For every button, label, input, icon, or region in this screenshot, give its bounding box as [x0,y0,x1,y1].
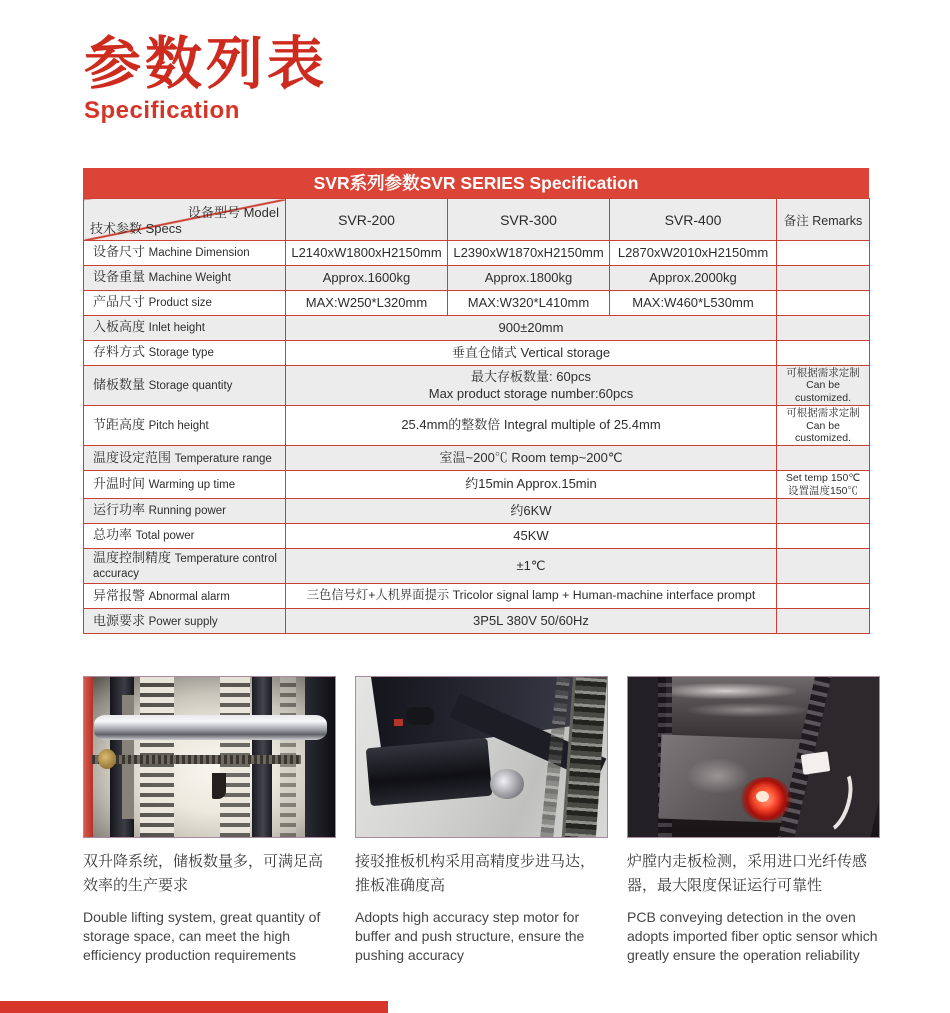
table-row [84,406,870,446]
table-row [84,609,870,634]
cell-value: Approx.1600kg [286,266,448,291]
cell-value: ±1℃ [286,549,777,584]
cell-value: MAX:W320*L410mm [448,291,610,316]
feature-caption-cn: 接驳推板机构采用高精度步进马达，推板准确度高 [355,853,596,895]
footer-accent-bar [0,1001,388,1013]
cell-value-line: 最大存板数量: 60pcs [471,368,591,384]
table-row [84,366,870,406]
row-label-en: Storage quantity [148,379,233,392]
row-label-cn: 温度设定范围 [93,449,172,465]
photo-detail [688,759,748,793]
row-label [84,549,286,584]
cell-remark [777,406,870,446]
corner-cell [84,199,286,241]
table-row [84,524,870,549]
spec-table [83,168,869,634]
row-label-cn: 总功率 [93,527,133,543]
row-label [84,524,286,549]
row-label-cn: 升温时间 [93,476,146,492]
feature-caption-en: PCB conveying detection in the oven adopts imported fiber optic sensor which greatly ensure the operation reliability [627,908,878,964]
table-row [84,241,870,266]
cell-value: MAX:W250*L320mm [286,291,448,316]
page-title-cn: 参数列表 [84,30,328,97]
cell-value: Approx.1800kg [448,266,610,291]
row-label-cn: 电源要求 [93,612,146,628]
cell-value: 约15min Approx.15min [286,471,777,499]
corner-model-label: 设备型号 Model [187,205,279,220]
storage-rack-photo [83,676,336,838]
col-header-remarks: 备注 Remarks [777,199,870,241]
photo-detail [305,677,335,837]
cell-value: L2390xW1870xH2150mm [448,241,610,266]
cell-value: 三色信号灯+人机界面提示 Tricolor signal lamp + Human-machine interface prompt [286,584,777,609]
col-header-svr200: SVR-200 [286,199,448,241]
row-label-en: Inlet height [148,322,205,335]
cell-remark [777,266,870,291]
cell-value: Approx.2000kg [610,266,777,291]
row-label [84,406,286,446]
row-label [84,471,286,499]
page-title-en: Specification [84,96,240,124]
photo-detail [756,791,769,802]
cell-value: 垂直仓储式 Vertical storage [286,341,777,366]
cell-value: 3P5L 380V 50/60Hz [286,609,777,634]
row-label-cn: 温度控制精度 [93,550,172,565]
photo-detail [656,683,796,699]
step-motor-photo [355,676,608,838]
cell-remark [777,291,870,316]
feature-caption-cn: 炉膛内走板检测，采用进口光纤传感器，最大限度保证运行可靠性 [627,853,868,895]
row-label-en: Temperature control accuracy [93,553,277,581]
cell-remark-line: 设置温度150℃ [787,484,859,497]
feature-caption-cn: 双升降系统，储板数量多，可满足高效率的生产要求 [83,853,324,895]
row-label-en: Total power [135,530,195,543]
table-row [84,341,870,366]
cell-remark [777,341,870,366]
col-header-svr400: SVR-400 [610,199,777,241]
row-label [84,266,286,291]
row-label-cn: 节距高度 [93,417,146,433]
row-label-en: Machine Weight [148,272,231,285]
cell-value: 约6KW [286,499,777,524]
oven-sensor-photo [627,676,880,838]
row-label-cn: 存料方式 [93,344,146,360]
photo-detail [212,773,226,799]
row-label-en: Abnormal alarm [148,590,230,603]
feature-card [627,676,880,966]
row-label-en: Machine Dimension [148,247,250,260]
photo-detail [98,749,116,769]
table-row [84,446,870,471]
row-label [84,366,286,406]
photo-detail [688,703,808,717]
cell-remark-line: 可根据需求定制 [786,367,860,379]
cell-remark [777,446,870,471]
cell-value: 900±20mm [286,316,777,341]
feature-caption-en: Double lifting system, great quantity of storage space, can meet the high efficiency production requirements [83,908,321,964]
cell-value-line: Max product storage number:60pcs [428,385,634,401]
feature-caption-en: Adopts high accuracy step motor for buffer and push structure, ensure the pushing accuracy [355,908,585,964]
cell-remark-line: Can be customized. [794,379,852,404]
row-label-cn: 入板高度 [93,319,146,335]
row-label-cn: 储板数量 [93,376,146,392]
feature-card [83,676,336,966]
cell-value: 室温~200℃ Room temp~200℃ [286,446,777,471]
cell-value: 45KW [286,524,777,549]
table-row [84,316,870,341]
cell-remark [777,549,870,584]
cell-remark [777,609,870,634]
table-row [84,266,870,291]
row-label [84,291,286,316]
cell-value [286,366,777,406]
row-label [84,446,286,471]
photo-detail [94,715,327,740]
feature-card [355,676,608,966]
table-row [84,291,870,316]
photo-detail [366,738,493,806]
table-row [84,584,870,609]
col-header-svr300: SVR-300 [448,199,610,241]
cell-value: L2870xW2010xH2150mm [610,241,777,266]
row-label [84,341,286,366]
feature-section [83,676,883,966]
row-label [84,316,286,341]
row-label-en: Running power [148,505,226,518]
cell-remark-line: Can be customized. [794,419,852,444]
row-label-cn: 设备尺寸 [93,244,146,260]
row-label [84,609,286,634]
cell-remark [777,524,870,549]
row-label-en: Storage type [148,347,214,360]
cell-remark [777,366,870,406]
table-row [84,471,870,499]
cell-remark [777,316,870,341]
row-label-en: Temperature range [174,452,272,465]
row-label [84,584,286,609]
table-title: SVR系列参数SVR SERIES Specification [83,168,869,198]
row-label-cn: 产品尺寸 [93,294,146,310]
corner-specs-label: 技术参数 Specs [90,221,182,236]
cell-value: 25.4mm的整数倍 Integral multiple of 25.4mm [286,406,777,446]
photo-detail [394,719,403,726]
cell-remark [777,471,870,499]
cell-remark [777,499,870,524]
row-label-en: Warming up time [148,479,236,492]
photo-detail [406,707,434,725]
row-label-cn: 设备重量 [93,269,146,285]
row-label [84,499,286,524]
row-label [84,241,286,266]
cell-remark [777,584,870,609]
row-label-cn: 运行功率 [93,502,146,518]
row-label-en: Product size [148,297,212,310]
table-row [84,549,870,584]
cell-remark-line: 可根据需求定制 [786,407,860,420]
cell-value: MAX:W460*L530mm [610,291,777,316]
photo-detail [92,755,301,764]
row-label-en: Power supply [148,615,218,628]
cell-remark [777,241,870,266]
row-label-cn: 异常报警 [93,587,146,603]
cell-value: L2140xW1800xH2150mm [286,241,448,266]
cell-remark-line: Set temp 150℃ [785,472,861,485]
photo-detail [490,769,524,799]
table-row [84,499,870,524]
row-label-en: Pitch height [148,420,209,433]
table-header-row [84,199,870,241]
page-header [84,30,328,125]
